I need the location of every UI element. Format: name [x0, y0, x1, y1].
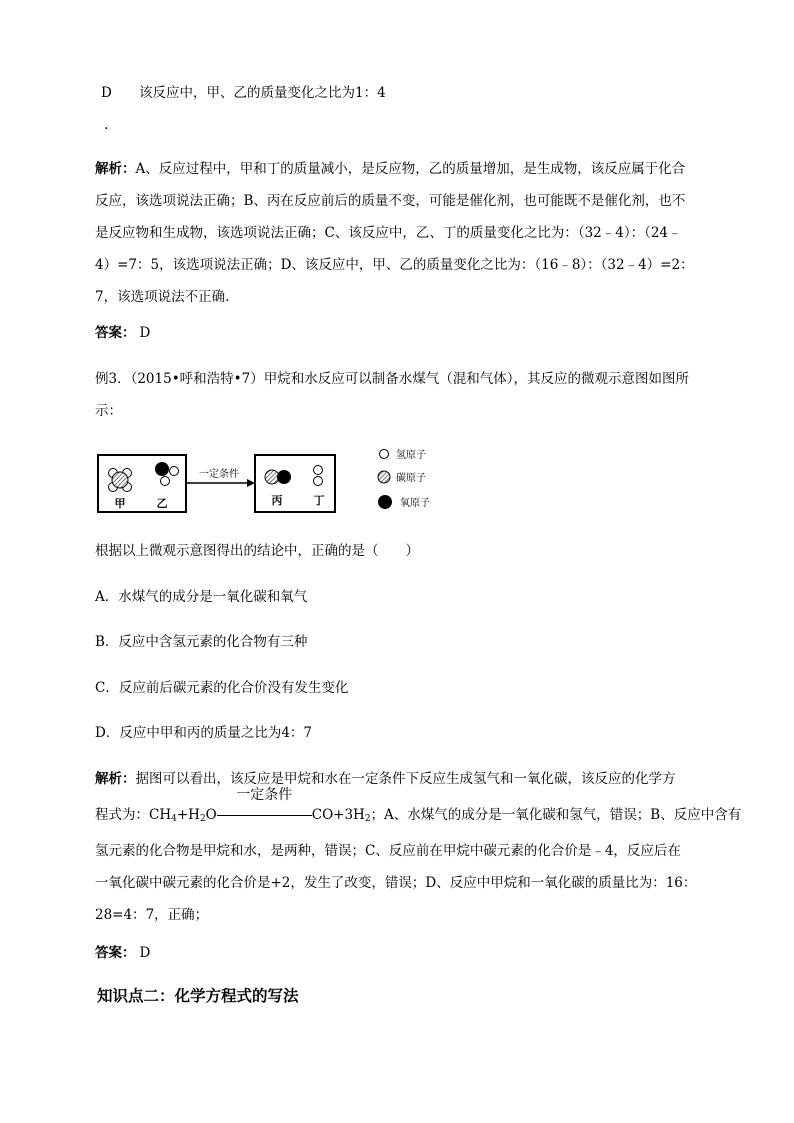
analysis1-line1: 解析：A、反应过程中，甲和丁的质量减小，是反应物，乙的质量增加，是生成物，该反应属于化合 — [95, 161, 686, 177]
answer2-value: D — [139, 945, 151, 961]
legend-oxygen-icon — [378, 495, 392, 509]
analysis1-line4: 4）=7：5，该选项说法正确；D、该反应中，甲、乙的质量变化之比为：（16﹣8）：（32﹣4）=2： — [95, 257, 694, 273]
legend-hydrogen: 氢原子 — [396, 450, 426, 461]
eq-condition: 一定条件 — [236, 787, 293, 803]
answer1 — [95, 324, 150, 342]
option-c: C．反应前后碳元素的化合价没有发生变化 — [95, 680, 349, 696]
analysis2-line5: 28=4：7，正确； — [95, 907, 209, 923]
analysis1-label: 解析： — [95, 161, 136, 177]
option-d-dot: . — [104, 117, 109, 133]
analysis2-label: 解析： — [95, 771, 136, 787]
analysis2-equation-line: 程式为：$CH_4+H_2O$ 一定条件 $CO+3H_2$；A、水煤气的成分是一氧化碳和氢气，错误；B、反应中含有 — [95, 787, 742, 824]
eq-condition-arrow — [217, 787, 312, 824]
analysis2-line3: 氢元素的化合物是甲烷和水，是两种，错误；C、反应前在甲烷中碳元素的化合价是﹣4，反应后在 — [95, 843, 681, 859]
legend-oxygen: 氧原子 — [400, 498, 430, 509]
option-d-letter: D — [101, 85, 112, 101]
legend — [378, 448, 430, 509]
option-b: B．反应中含氢元素的化合物有三种 — [95, 634, 308, 650]
answer2-label: 答案： — [95, 945, 136, 961]
label-ding: 丁 — [313, 494, 325, 507]
option-d-text: 该反应中，甲、乙的质量变化之比为1：4 — [139, 85, 386, 101]
eq-reactant-ch4: $CH_4+H_2O$ — [149, 807, 217, 824]
label-yi: 乙 — [156, 497, 168, 510]
analysis1-line2: 反应，该选项说法正确；B、丙在反应前后的质量不变，可能是催化剂，也可能既不是催化剂，也不 — [95, 193, 686, 209]
eq-products: $CO+3H_2$ — [311, 807, 371, 824]
legend-carbon-icon — [378, 471, 390, 483]
analysis1-line5: 7，该选项说法不正确． — [95, 289, 239, 305]
analysis1-line3: 是反应物和生成物，该选项说法正确；C、该反应中，乙、丁的质量变化之比为：（32﹣4）：（24﹣ — [95, 225, 682, 241]
question-stem: 根据以上微观示意图得出的结论中，正确的是（ ） — [95, 543, 419, 559]
methane-molecule — [109, 469, 132, 492]
h2-molecule — [314, 466, 323, 486]
answer1-label: 答案： — [95, 325, 136, 341]
reaction-micro-diagram — [95, 445, 440, 520]
label-bing: 丙 — [271, 494, 283, 507]
example3-line2: 示： — [95, 403, 122, 419]
answer1-value: D — [139, 325, 151, 341]
label-jia: 甲 — [114, 497, 126, 510]
option-d-prev — [95, 84, 386, 102]
analysis2-line1: 解析：据图可以看出，该反应是甲烷和水在一定条件下反应生成氢气和一氧化碳，该反应的化学方 — [95, 771, 676, 787]
co-molecule — [265, 470, 291, 484]
section-heading: 知识点二：化学方程式的写法 — [97, 987, 299, 1005]
answer2 — [95, 944, 150, 962]
analysis2-line4: 一氧化碳中碳元素的化合价是+2，发生了改变，错误；D、反应中甲烷和一氧化碳的质量比为：16： — [95, 875, 697, 891]
arrow-condition: 一定条件 — [199, 469, 239, 480]
option-d: D．反应中甲和丙的质量之比为4：7 — [95, 725, 313, 741]
option-a: A．水煤气的成分是一氧化碳和氧气 — [95, 589, 308, 605]
example3-line1: 例3．（2015•呼和浩特•7）甲烷和水反应可以制备水煤气（混和气体），其反应的微观示意图如图所 — [95, 371, 689, 387]
water-molecule — [155, 462, 179, 486]
legend-carbon: 碳原子 — [396, 473, 426, 484]
legend-hydrogen-icon — [380, 450, 389, 459]
